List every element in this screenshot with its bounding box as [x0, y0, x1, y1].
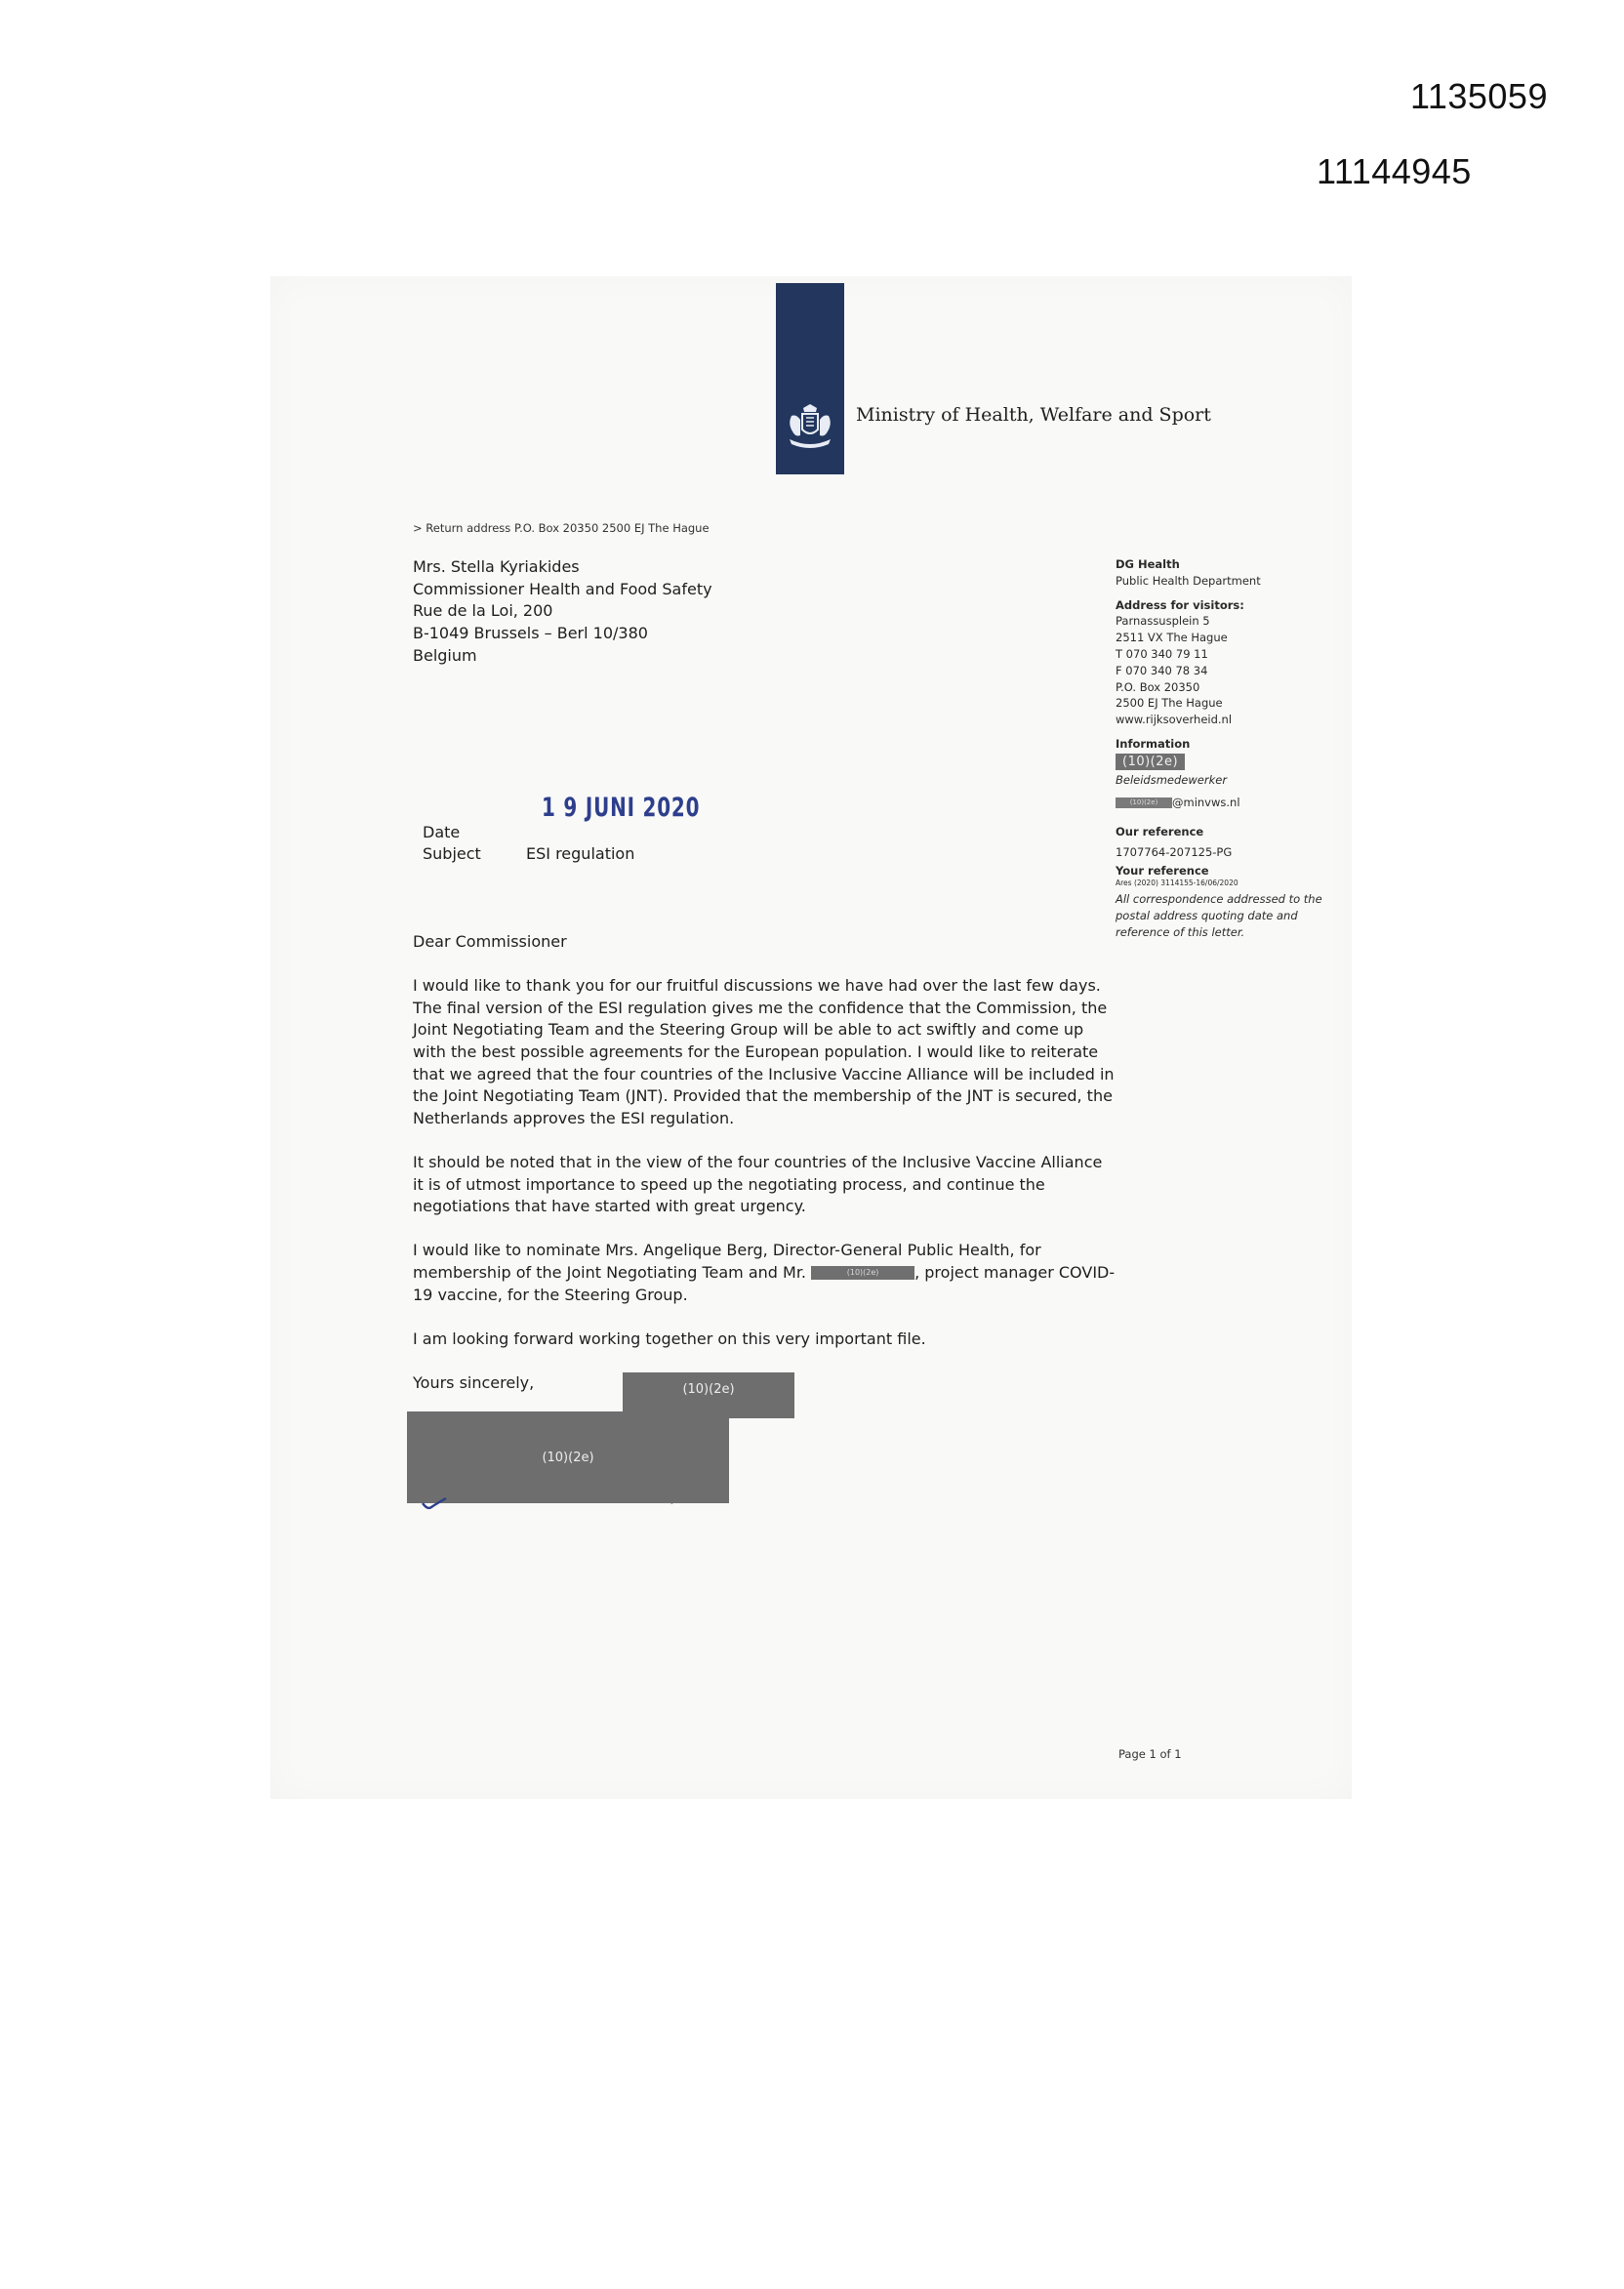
contact-email [1116, 795, 1325, 811]
email-redaction: (10)(2e) [1116, 797, 1172, 808]
addressee-line: Belgium [413, 645, 477, 665]
email-domain: @minvws.nl [1172, 795, 1240, 809]
visitors-address-line: 2500 EJ The Hague [1116, 696, 1223, 711]
document-number-secondary: 11144945 [1317, 151, 1472, 191]
date-label: Date [423, 823, 461, 841]
signature-stroke-icon [422, 1497, 447, 1511]
your-reference-value: Ares (2020) 3114155-16/06/2020 [1116, 878, 1238, 887]
signature-redaction: (10)(2e) [623, 1372, 794, 1418]
visitors-address-line: F 070 340 78 34 [1116, 663, 1208, 677]
visitors-address-line: P.O. Box 20350 [1116, 679, 1200, 694]
subject-value: ESI regulation [526, 844, 635, 863]
body-paragraph: I would like to thank you for our fruitful discussions we have had over the last few days. The final version of the ESI regulation gives me the confidence that the Commission, the Joint Negotiating Team and the Steering Group will be able to act swiftly and come up with the best possible agreements for the European population. I would like to reiterate that we agreed that the four countries of the Inclusive Vaccine Alliance will be included in the Joint Negotiating Team (JNT). Provided that the membership of the JNT is secured, the Netherlands approves the ESI regulation. [413, 976, 1115, 1127]
date-stamp: 1 9 JUNI 2020 [542, 793, 701, 823]
royal-coat-of-arms-icon [784, 402, 836, 453]
body-paragraph: I am looking forward working together on this very important file. [413, 1328, 926, 1348]
sender-info-sidebar [1116, 556, 1325, 940]
addressee-line: Commissioner Health and Food Safety [413, 579, 712, 598]
addressee-line: Rue de la Loi, 200 [413, 601, 553, 621]
body-paragraph-text: , project manager COVID-19 vaccine, for the Steering Group. [413, 1262, 1116, 1304]
visitors-address-line: Parnassusplein 5 [1116, 614, 1210, 629]
addressee-line: Mrs. Stella Kyriakides [413, 557, 580, 576]
website-text: www.rijksoverheid.nl [1116, 713, 1233, 727]
return-address: > Return address P.O. Box 20350 2500 EJ The Hague [413, 521, 710, 535]
information-label: Information [1116, 736, 1191, 751]
visitors-address-line: T 070 340 79 11 [1116, 646, 1208, 661]
signature-redaction: (10)(2e) [407, 1411, 729, 1503]
correspondence-note: All correspondence addressed to the postal address quoting date and reference of this letter. [1116, 891, 1322, 939]
addressee-line: B-1049 Brussels – Berl 10/380 [413, 624, 648, 643]
our-reference-label: Our reference [1116, 825, 1204, 839]
document-number-primary: 1135059 [1410, 76, 1548, 116]
contact-role: Beleidsmedewerker [1116, 772, 1228, 787]
ministry-name: Ministry of Health, Welfare and Sport [856, 404, 1211, 426]
your-reference-label: Your reference [1116, 863, 1209, 878]
sender-sub-department: Public Health Department [1116, 573, 1261, 588]
addressee-block [413, 556, 712, 668]
information-redaction: (10)(2e) [1116, 754, 1185, 770]
subject-label: Subject [423, 844, 481, 863]
closing: Yours sincerely, [413, 1372, 535, 1392]
name-redaction: (10)(2e) [811, 1266, 914, 1280]
body-paragraph [413, 1240, 1116, 1306]
visitors-address-label: Address for visitors: [1116, 597, 1244, 612]
sender-department: DG Health [1116, 557, 1180, 571]
visitors-address-line: 2511 VX The Hague [1116, 631, 1228, 645]
body-paragraph: It should be noted that in the view of the four countries of the Inclusive Vaccine Alliance it is of utmost importance to speed up the negotiating process, and continue the negotiations that have started with great urgency. [413, 1152, 1103, 1216]
body-paragraph-text: I would like to nominate Mrs. Angelique Berg, Director-General Public Health, for membership of the Joint Negotiating Team and Mr. [413, 1241, 1041, 1282]
our-reference-value: 1707764-207125-PG [1116, 845, 1233, 860]
salutation: Dear Commissioner [413, 932, 567, 951]
page-number: Page 1 of 1 [1118, 1747, 1182, 1761]
